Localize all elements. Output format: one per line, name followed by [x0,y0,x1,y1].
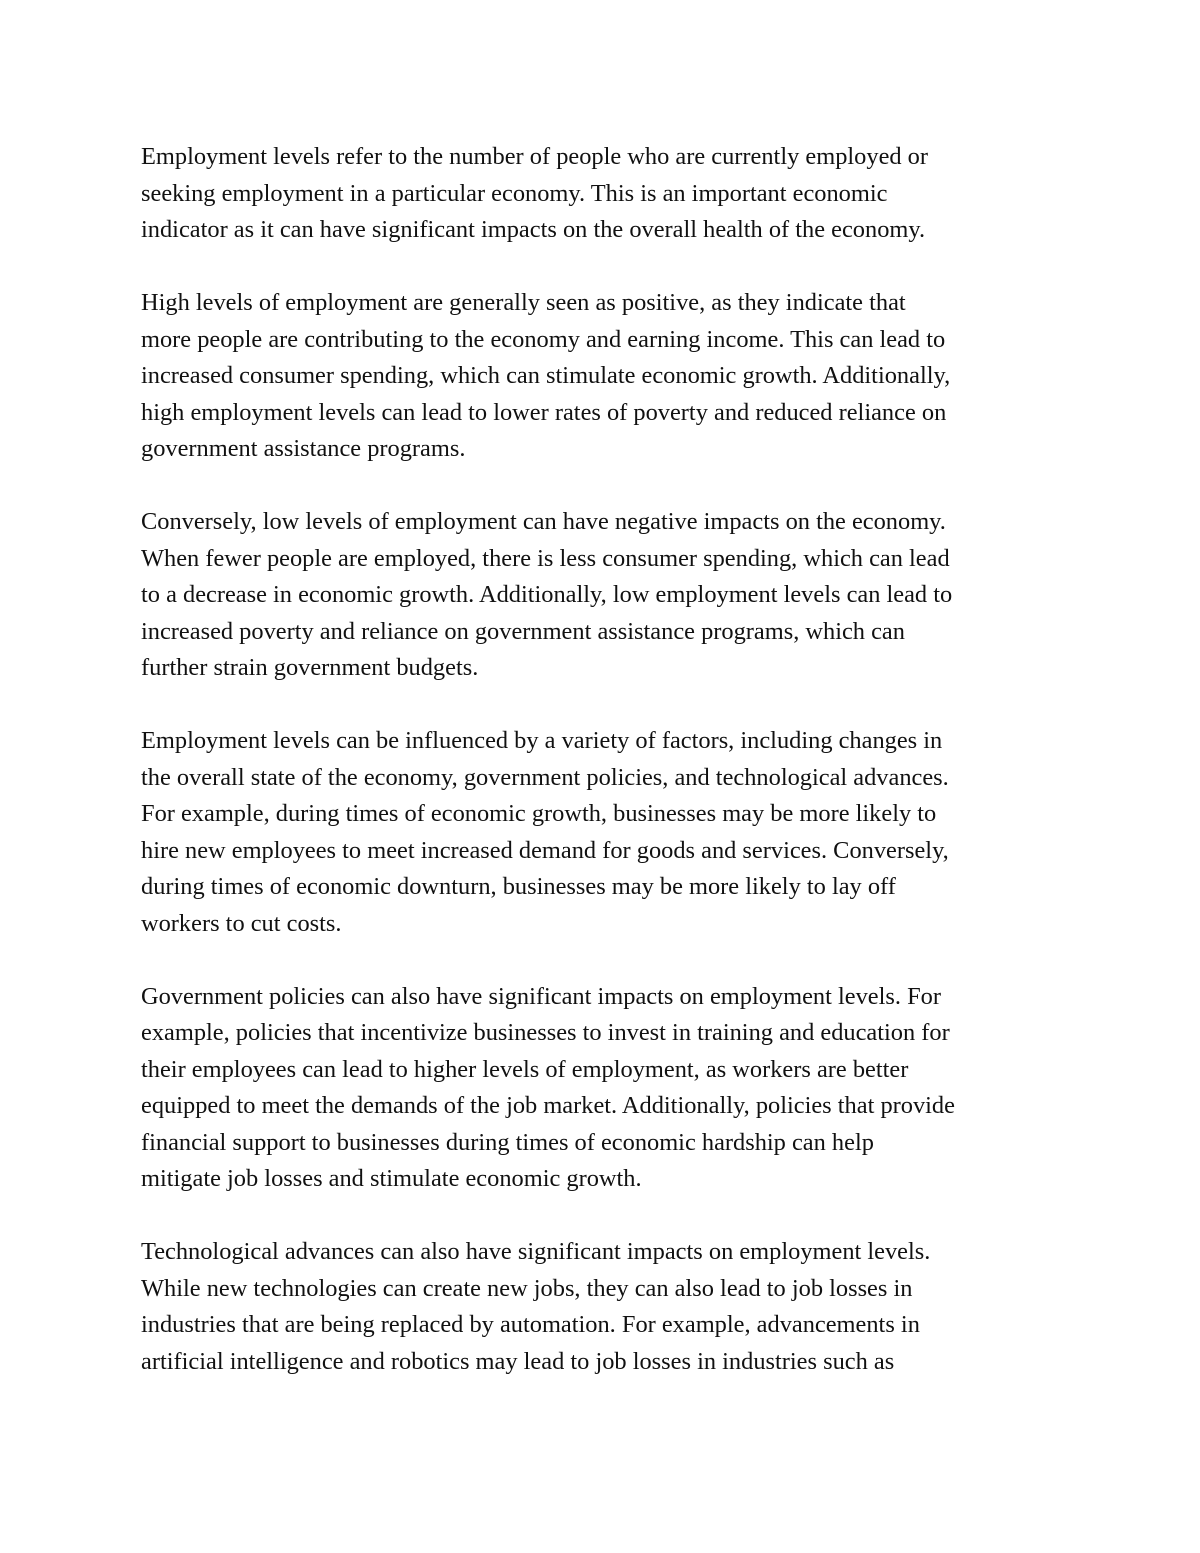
text-line: Government policies can also have significant impacts on employment levels. For [141,982,941,1010]
text-line: indicator as it can have significant impacts on the overall health of the economy. [141,216,926,243]
text-line: the overall state of the economy, government policies, and technological advances. [141,763,949,791]
text-line: to a decrease in economic growth. Additionally, low employment levels can lead to [141,581,953,608]
text-line: high employment levels can lead to lower rates of poverty and reduced reliance on [141,398,947,426]
text-line: increased poverty and reliance on government assistance programs, which can [141,617,905,645]
text-line: increased consumer spending, which can stimulate economic growth. Additionally, [141,362,951,389]
text-line: When fewer people are employed, there is less consumer spending, which can lead [141,544,950,572]
text-line: Employment levels refer to the number of people who are currently employed or [141,143,929,170]
text-line: artificial intelligence and robotics may lead to job losses in industries such as [141,1347,895,1375]
text-line: industries that are being replaced by automation. For example, advancements in [141,1311,920,1338]
text-line: equipped to meet the demands of the job market. Additionally, policies that provide [141,1092,955,1119]
text-line: example, policies that incentivize businesses to invest in training and education for [141,1019,950,1046]
text-line: Conversely, low levels of employment can have negative impacts on the economy. [141,508,946,535]
text-line: seeking employment in a particular economy. This is an important economic [141,179,888,207]
paragraph-government-policies [141,979,1081,1198]
text-line: further strain government budgets. [141,654,479,681]
paragraph-employment-definition [141,139,1081,249]
text-line: their employees can lead to higher levels of employment, as workers are better [141,1055,909,1083]
text-line: For example, during times of economic growth, businesses may be more likely to [141,800,937,827]
text-line: financial support to businesses during times of economic hardship can help [141,1128,874,1156]
paragraph-technological-advances [141,1234,1081,1380]
paragraph-influencing-factors [141,723,1081,942]
text-line: Technological advances can also have significant impacts on employment levels. [141,1238,931,1265]
text-line: during times of economic downturn, businesses may be more likely to lay off [141,873,896,900]
text-line: Employment levels can be influenced by a variety of factors, including changes in [141,727,943,754]
text-line: workers to cut costs. [141,909,342,937]
text-line: hire new employees to meet increased demand for goods and services. Conversely, [141,836,949,864]
text-line: government assistance programs. [141,435,466,462]
text-line: High levels of employment are generally seen as positive, as they indicate that [141,289,906,316]
document-body [141,139,1081,1417]
paragraph-high-employment [141,285,1081,468]
paragraph-low-employment [141,504,1081,687]
text-line: mitigate job losses and stimulate economic growth. [141,1165,642,1192]
text-line: more people are contributing to the economy and earning income. This can lead to [141,325,946,353]
text-line: While new technologies can create new jobs, they can also lead to job losses in [141,1274,913,1302]
